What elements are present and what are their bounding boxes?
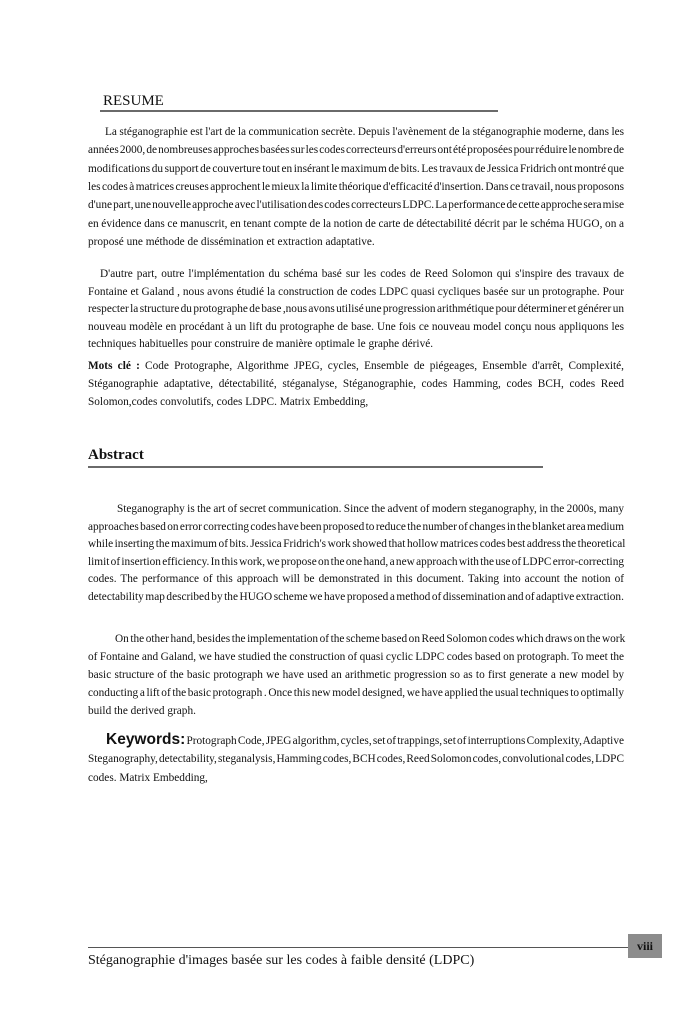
resume-paragraph-line: années 2000, de nombreuses approches basées sur les codes correcteurs d'erreurs ont été proposées pour réduire le nombre de bbox=[88, 144, 624, 157]
resume-paragraph-line: La stéganographie est l'art de la communication secrète. Depuis l'avènement de la stéganographie moderne, dans les bbox=[105, 126, 624, 138]
resume-paragraph-line: Fontaine et Galand , nous avons étudié la construction de codes LDPC quasi cycliques basée sur un protographe. Pour bbox=[88, 285, 624, 298]
resume-paragraph-line: en évidence dans ce manuscrit, en tenant compte de la notion de carte de détectabilité décrit par le schéma HUGO, on a bbox=[88, 217, 624, 230]
keywords-label: Mots clé : bbox=[88, 360, 140, 372]
resume-paragraph-line: d'une part, une nouvelle approche avec l'utilisation des codes correcteurs LDPC. La performance de cette approche sera mise bbox=[88, 199, 624, 212]
abstract-heading: Abstract bbox=[88, 447, 144, 463]
resume-paragraph-line: nouveau modèle en procédant à un lift du protographe de base. Une fois ce nouveau model conçu nous appliquons les bbox=[88, 320, 624, 333]
abstract-paragraph-line: while inserting the maximum of bits. Jessica Fridrich's work showed that hollow matrices codes best address the theoretical bbox=[88, 538, 626, 551]
abstract-paragraph-line: build the derived graph. bbox=[88, 705, 196, 717]
abstract-keywords-line: Steganography, detectability, steganalysis, Hamming codes, BCH codes, Reed Solomon codes, convolutional codes, LDPC bbox=[88, 753, 624, 765]
abstract-paragraph-line: conducting a lift of the basic protograph . Once this new model designed, we have applied the usual techniques to optimally bbox=[88, 687, 624, 699]
abstract-keywords-line: codes. Matrix Embedding, bbox=[88, 772, 208, 784]
abstract-paragraph-line: basic structure of the basic protograph we have used an arithmetic progression so as to first generate a new model by bbox=[88, 669, 624, 681]
abstract-keywords-line bbox=[106, 733, 624, 747]
resume-paragraph-line: les codes à matrices creuses approchent le mieux la limite théorique d'efficacité d'insertion. Dans ce travail, nous proposons bbox=[88, 180, 624, 193]
abstract-paragraph-line: codes. The performance of this approach will be demonstrated in this document. Taking into account the notion of bbox=[88, 573, 624, 586]
resume-heading: RESUME bbox=[103, 93, 164, 109]
footer-title: Stéganographie d'images basée sur les codes à faible densité (LDPC) bbox=[88, 953, 475, 968]
keywords-text: Code Protographe, Algorithme JPEG, cycles, Ensemble de piégeages, Ensemble d'arrêt, Complexité, bbox=[139, 360, 624, 372]
abstract-paragraph-line: of Fontaine and Galand, we have studied the construction of quasi cyclic LDPC codes based on protograph. To meet the bbox=[88, 651, 624, 663]
footer-rule bbox=[88, 947, 628, 948]
resume-paragraph-line: techniques habituelles pour construire de manière optimale le graphe dérivé. bbox=[88, 338, 434, 351]
keywords-text: Protograph Code, JPEG algorithm, cycles, set of trappings, set of interruptions Complexity, Adaptive bbox=[185, 735, 624, 747]
abstract-paragraph-line: approaches based on error correcting codes have been proposed to reduce the number of changes in the blanket area medium bbox=[88, 520, 624, 533]
resume-keywords-line: Solomon,codes convolutifs, codes LDPC. Matrix Embedding, bbox=[88, 396, 369, 408]
resume-paragraph-line: D'autre part, outre l'implémentation du schéma basé sur les codes de Reed Solomon qui s'inspire des travaux de bbox=[100, 268, 624, 280]
resume-keywords-line: Stéganographie adaptative, détectabilité, stéganalyse, Stéganographie, codes Hamming, codes BCH, codes Reed bbox=[88, 378, 624, 390]
keywords-label: Keywords: bbox=[106, 731, 186, 748]
abstract-paragraph-line: On the other hand, besides the implementation of the scheme based on Reed Solomon codes which draws on the work bbox=[115, 633, 626, 645]
resume-paragraph-line: proposé une méthode de dissémination et extraction adaptative. bbox=[88, 235, 375, 248]
resume-heading-rule bbox=[100, 110, 498, 112]
resume-paragraph-line: respecter la structure du protographe de base ,nous avons utilisé une progression arithmétique pour déterminer et générer un bbox=[88, 303, 624, 316]
abstract-paragraph-line: limit of insertion efficiency. In this work, we propose on the one hand, a new approach with the use of LDPC error-correcting bbox=[88, 555, 624, 568]
resume-keywords-line bbox=[88, 359, 624, 373]
abstract-heading-rule bbox=[88, 466, 543, 468]
abstract-paragraph-line: Steganography is the art of secret communication. Since the advent of modern steganography, in the 2000s, many bbox=[117, 503, 624, 515]
abstract-paragraph-line: detectability map described by the HUGO scheme we have proposed a method of dissemination and of adaptive extraction. bbox=[88, 591, 624, 603]
resume-paragraph-line: modifications du support de couverture tout en insérant le maximum de bits. Les travaux de Jessica Fridrich ont montré que bbox=[88, 162, 624, 175]
page-number: viii bbox=[628, 934, 662, 958]
